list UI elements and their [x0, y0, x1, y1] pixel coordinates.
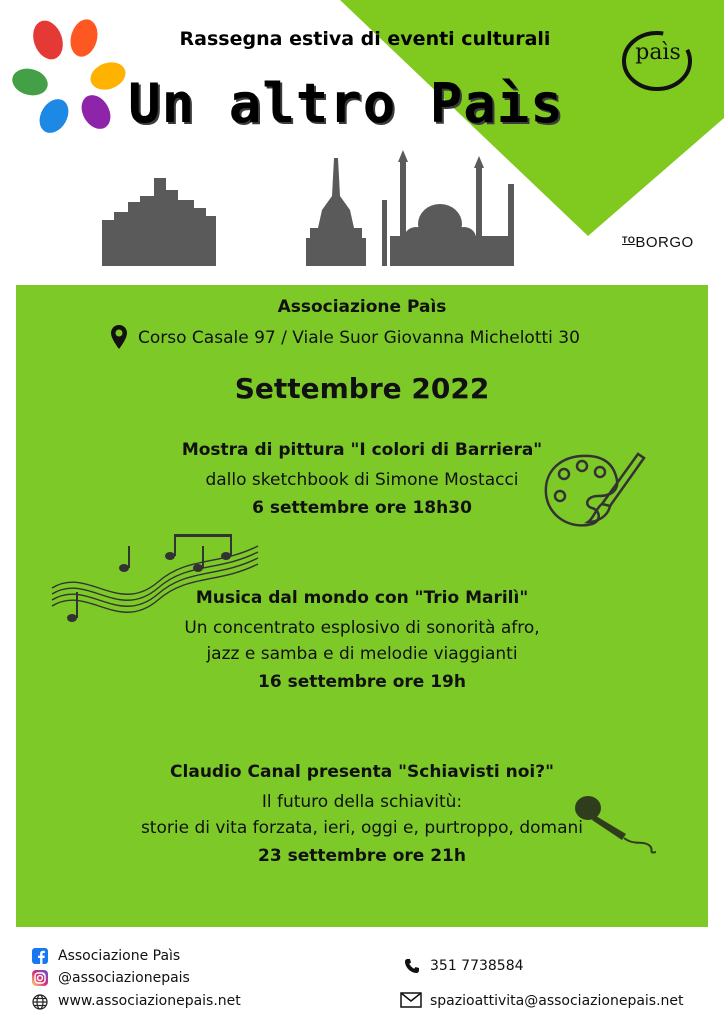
event-1-line-1: dallo sketchbook di Simone Mostacci — [205, 470, 519, 490]
microphone-icon — [564, 788, 664, 858]
event-2-line-2: jazz e samba e di melodie viaggianti — [206, 644, 518, 664]
event-1-title: Mostra di pittura "I colori di Barriera" — [181, 440, 543, 460]
venue-address: Corso Casale 97 / Viale Suor Giovanna Michelotti 30 — [138, 328, 580, 348]
location-pin-icon — [110, 324, 128, 350]
month-heading: Settembre 2022 — [234, 372, 490, 405]
festival-title: Un altro Paìs — [128, 72, 564, 135]
city-skyline-illustration — [100, 150, 520, 270]
event-2-date: 16 settembre ore 19h — [258, 672, 466, 692]
pais-logo-text: paìs — [635, 40, 681, 65]
event-2-line-1: Un concentrato esplosivo di sonorità afro, — [184, 618, 540, 638]
phone-icon — [404, 958, 420, 974]
event-1-date: 6 settembre ore 18h30 — [252, 498, 472, 518]
globe-icon — [32, 994, 48, 1010]
event-3-date: 23 settembre ore 21h — [258, 846, 466, 866]
facebook-icon — [32, 948, 48, 964]
instagram-icon — [32, 970, 48, 986]
event-3-line-1: Il futuro della schiavitù: — [261, 792, 463, 812]
email-address[interactable]: spazioattivita@associazionepais.net — [430, 993, 684, 1009]
event-2-title: Musica dal mondo con "Trio Marilì" — [195, 588, 529, 608]
festival-subtitle: Rassegna estiva di eventi culturali — [179, 28, 551, 50]
phone-number[interactable]: 351 7738584 — [430, 958, 524, 974]
organization-name: Associazione Paìs — [277, 297, 447, 317]
facebook-handle[interactable]: Associazione Paìs — [58, 948, 181, 964]
email-icon — [400, 992, 422, 1008]
paint-palette-icon — [540, 448, 650, 534]
instagram-handle[interactable]: @associazionepais — [58, 970, 190, 986]
event-3-line-2: storie di vita forzata, ieri, oggi e, purtroppo, domani — [140, 818, 584, 838]
toborgo-name: BORGO — [635, 234, 694, 251]
toborgo-prefix: TO — [622, 235, 636, 245]
website-link[interactable]: www.associazionepais.net — [58, 993, 241, 1009]
event-3-title: Claudio Canal presenta "Schiavisti noi?" — [170, 762, 554, 782]
toborgo-logo — [622, 234, 694, 251]
colorful-hands-logo — [10, 16, 128, 140]
